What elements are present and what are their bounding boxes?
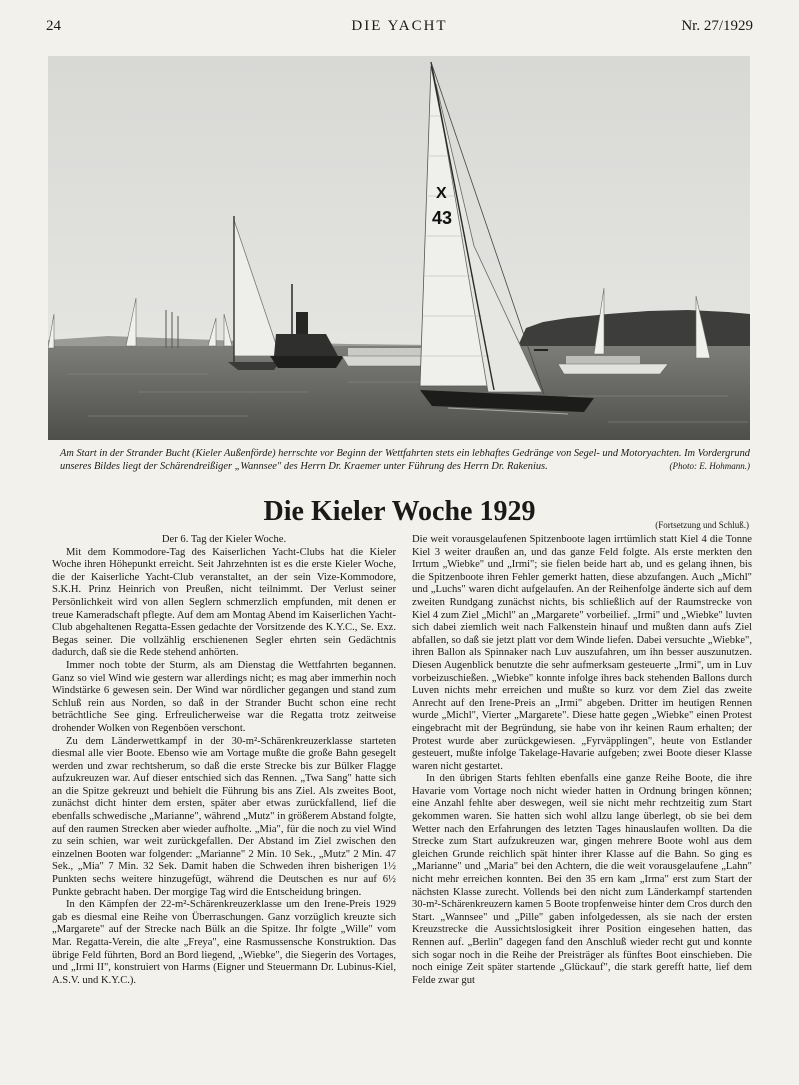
photo-credit: (Photo: E. Hohmann.) bbox=[669, 461, 750, 471]
paragraph: Immer noch tobte der Sturm, als am Dienstag die Wettfahrten begannen. Ganz so viel Wind wie gestern war allerdings nicht; es mag aber immerhin noch Windstärke 6 gewesen sein. Der Wind war nördlicher gegangen und stand zum Schluß rein aus Norden, so daß in der Strander Bucht schon eine recht beträchtliche See ging. Erfreulicherweise war die Regatta trotz zeitweise drohender Wolken von Regenböen verschont. bbox=[52, 659, 396, 734]
sail-number: 43 bbox=[432, 208, 453, 228]
section-heading: Der 6. Tag der Kieler Woche. bbox=[161, 534, 287, 545]
page-number: 24 bbox=[46, 18, 61, 34]
paragraph: Mit dem Kommodore-Tag des Kaiserlichen Yacht-Clubs hat die Kieler Woche ihren Höhepunkt erreicht. Seit Jahrzehnten ist es die erste Kieler Woche, die der Kaiserliche Yacht-Club veranstaltet, an der sein Vize-Kommodore, S.K.H. Prinz Heinrich von Preußen, nicht teilnimmt. Der Verlust seiner Persönlichkeit wird von allen Seglern schmerzlich empfunden, mit denen er treue Kameradschaft pflegte. Auf dem am Montag Abend im Kaiserlichen Yacht-Club abgehaltenen Regatta-Essen gedachte der Vorsitzende des K.Y.C., Se. Exz. Begas seiner. Die vollzählig erschienenen Segler ehrten sein Gedächtnis dadurch, daß sie die Rede stehend anhörten. bbox=[52, 546, 396, 659]
sail-letter: X bbox=[436, 185, 447, 202]
photo-illustration bbox=[48, 56, 750, 440]
regatta-photo bbox=[48, 56, 750, 440]
paragraph: In den übrigen Starts fehlten ebenfalls eine ganze Reihe Boote, die ihre Havarie vom Vortage noch nicht wieder hatten in Ordnung bringen können; eine Anzahl fehlte aber deswegen, weil sie nicht mehr rechtzeitig zum Start gekommen waren. Sie hatten sich wohl allzu lange überlegt, ob sie bei dem Wetter nach den Erfahrungen des letzten Tages hinauslaufen wollten. Da die Strecke zum Start aufzukreuzen war, gingen mehrere Boote wohl aus dem gleichen Grunde reichlich spät hinter ihrer Klasse auf die Bahn. So ging es „Marianne" und „Maria" bei den Achtern, die die weit vorausgelaufene „Lahn" nicht mehr erreichen konnten. Bei den 35 ern kam „Irma" erst zum Start der nächsten Klasse zurecht. Vollends bei den nicht zum Länderkampf startenden 30-m²-Schärenkreuzern kamen 5 Boote tropfenweise hinter dem Cros durch den Start. „Wannsee" und „Pille" gaben infolgedessen, als sie nach der ersten Kreuzstrecke die Aussichtslosigkeit ihrer Position eingesehen hatten, das Rennen auf. „Berlin" dagegen fand den Anschluß wieder recht gut und konnte sich sogar noch in die Reihe der Preisträger als fünftes Boot einschieben. Die noch einige Zeit später startende „Glückauf", die stark gerefft hatte, lief dem Felde zwar gut bbox=[412, 773, 752, 986]
text-column-right bbox=[412, 534, 752, 1074]
article-title: Die Kieler Woche 1929 bbox=[263, 496, 536, 527]
magazine-title: DIE YACHT bbox=[351, 18, 448, 34]
continuation-note: (Fortsetzung und Schluß.) bbox=[655, 520, 749, 530]
paragraph: Zu dem Länderwettkampf in der 30-m²-Schärenkreuzerklasse starteten diesmal alle vier Boote. Ebenso wie am Vortage mußte die große Bahn gesegelt werden und zwar rechtsherum, so daß die erste Strecke bis zur Bülker Flagge aufzukreuzen war. Auf dieser entschied sich das Rennen. „Twa Sang" hatte sich an die Spitze gekreuzt und behielt die Führung bis ans Ziel. Als zweites Boot, zunächst dicht hinter dem ersten, später aber etwas zurückfallend, lief die ebenfalls schwedische „Marianne", während „Mutz" in größerem Abstand folgte, auf den raumen Strecken aber wieder aufholte. „Mia", für die noch zu viel Wind zu sein schien, war weit zurückgefallen. Der Abstand im Ziel zwischen den einzelnen Booten war folgender: „Marianne" 2 Min. 10 Sek., „Mutz" 2 Min. 47 Sek., „Mia" 7 Min. 32 Sek. Damit haben die Schweden ihren bisherigen 1½ Punkten sechs weitere hinzugefügt, während die Deutschen es nur auf 6½ Punkte gebracht haben. Der morgige Tag wird die Entscheidung bringen. bbox=[52, 735, 396, 898]
text-column-left bbox=[52, 534, 396, 1074]
photo-caption bbox=[60, 447, 750, 473]
paragraph: Die weit vorausgelaufenen Spitzenboote lagen irrtümlich statt Kiel 4 die Tonne Kiel 3 weiter draußen an, und das ganze Feld folgte. Als erste merkten den Irrtum „Wiebke" und „Irmi"; sie fielen beide hart ab, und es gelang ihnen, bis die Spitzenboote ihren Fehler gemerkt hatten, diese abzufangen. Auch „Michl" und „Luchs" waren dicht aufgelaufen. An der Reihenfolge änderte sich auf dem zweiten Rundgang zunächst nichts, bis schließlich auf der Raumstrecke von Kiel 4 zum Ziel „Michl" an „Margarete" vorbeilief. „Irmi" und „Wiebke" luvten sich dabei ziemlich weit nach Falkenstein hinauf und mußten dann aufs Ziel abfallen, so daß sie jetzt platt vor dem Winde liefen. Dabei versuchte „Wiebke", ihren Ballon als Spinnaker nach Luv auszufahren, um ihn besser auszunutzen. Diesen Augenblick benutzte die sehr aufmerksam gesteuerte „Irmi", um in Luv vorbeizuschießen. „Wiebke" konnte infolge ihres back stehenden Ballons durch Luven nichts mehr erreichen und mußte so kurz vor dem Ziel das zweite Anrecht auf den Irene-Preis an „Irmi" abgeben. Dritter im heutigen Rennen wurde „Michl", Vierter „Margarete". Diese hatte gegen „Wiebke" einen Protest eingebracht mit der Begründung, sie habe von ihr keinen Raum erhalten; der Protest wurde aber zurückgewiesen. „Fyrväpplingen", heute von Estlander gesteuert, mußte infolge Takelage-Havarie aufgeben; zwei Boote dieser Klasse waren nicht gestartet. bbox=[412, 534, 752, 772]
paragraph: In den Kämpfen der 22-m²-Schärenkreuzerklasse um den Irene-Preis 1929 gab es diesmal eine Reihe von Überraschungen. Ganz vorzüglich kreuzte sich „Margarete" auf der Strecke nach Bülk an die Spitze. Ihr folgte „Wille" vom Mar. Regatta-Verein, die alte „Freya", eine Rasmussensche Konstruktion. Das übrige Feld führten, Bord an Bord liegend, „Wiebke", die Siegerin des Vortages, und „Irmi II", konstruiert von Harms (Eigner und Steuermann Dr. Lubinus-Kiel, A.S.V. und K.Y.C.). bbox=[52, 899, 396, 986]
issue-number: Nr. 27/1929 bbox=[681, 18, 753, 34]
caption-text: Am Start in der Strander Bucht (Kieler Außenförde) herrschte vor Beginn der Wettfahrten stets ein lebhaftes Gedränge von Segel- und Motoryachten. Im Vordergrund unseres Bildes liegt der Schärendreißiger „Wannsee" des Herrn Dr. Kraemer unter Führung des Herrn Dr. Rakenius. bbox=[60, 448, 750, 472]
page-header bbox=[46, 18, 753, 40]
